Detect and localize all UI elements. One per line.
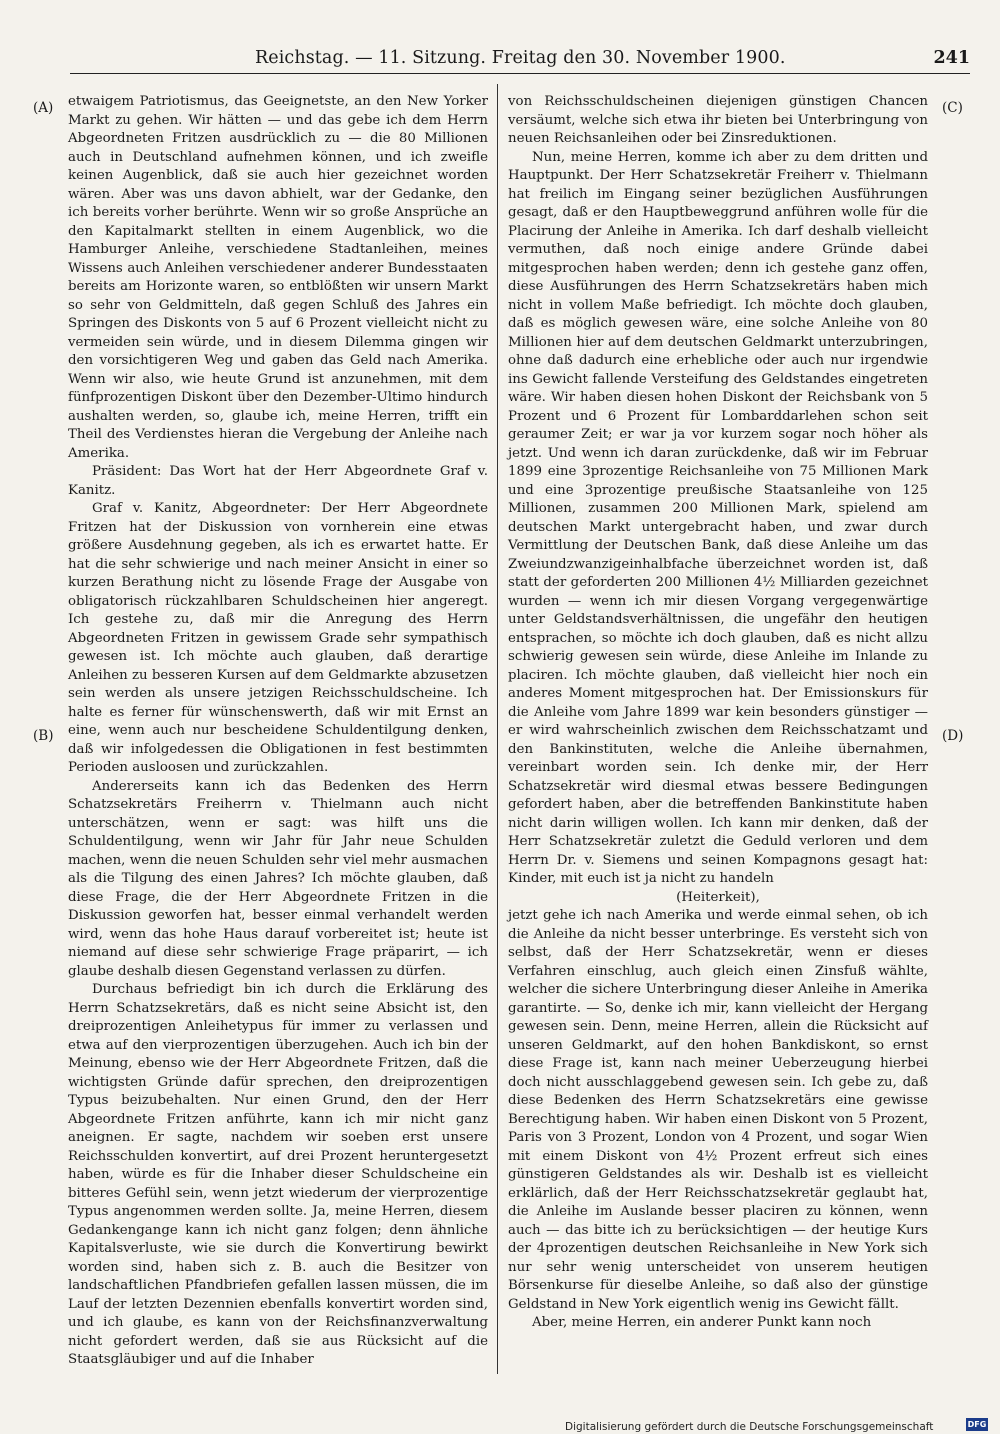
digitization-credit: Digitalisierung gefördert durch die Deutsche Forschungsgemeinschaft — [565, 1421, 934, 1433]
header-rule — [70, 73, 970, 74]
left-column-paragraph: Graf v. Kanitz, Abgeordneter: Der Herr Abgeordnete Fritzen hat der Diskussion von vornherein eine etwas größere Ausdehnung gegeben, als ich es erwartet hatte. Er hat die sehr schwierige und nach meiner Ansicht in einer so kurzen Berathung nicht zu lösende Frage der Ausgabe von obligatorisch rückzahlbaren Schuldscheinen hier angeregt. Ich gestehe zu, daß mir die Anregung des Herrn Abgeordneten Fritzen in gewissem Grade sehr sympathisch gewesen ist. Ich möchte auch glauben, daß derartige Anleihen zu besseren Kursen auf dem Geldmarkte abzusetzen sein werden als unsere jetzigen Reichsschuldscheine. Ich halte es ferner für wünschenswerth, daß wir mit Ernst an eine, wenn auch nur bescheidene Schuldentilgung denken, daß wir infolgedessen die Obligationen in fest bestimmten Perioden ausloosen und zurückzahlen. — [68, 501, 488, 775]
page-header — [70, 48, 970, 70]
right-column-paragraph: Nun, meine Herren, komme ich aber zu dem dritten und Hauptpunkt. Der Herr Schatzsekretär Freiherr v. Thielmann hat freilich im Eingang seiner bezüglichen Ausführungen gesagt, daß er den Hauptbeweggrund anführen wolle für die Placirung der Anleihe in Amerika. Ich darf deshalb vielleicht vermuthen, daß noch einige andere Gründe dabei mitgesprochen haben werden; denn ich gestehe ganz offen, diese Ausführungen des Herrn Schatzsekretärs haben mich nicht in vollem Maße befriedigt. Ich möchte doch glauben, daß es möglich gewesen wäre, eine solche Anleihe von 80 Millionen hier auf dem deutschen Geldmarkt unterzubringen, ohne daß dadurch eine erhebliche oder auch nur irgendwie ins Gewicht fallende Versteifung des Geldstandes eingetreten wäre. Wir haben diesen hohen Diskont der Reichsbank von 5 Prozent und 6 Prozent für Lombarddarlehen schon seit geraumer Zeit; er war ja vor kurzem sogar noch höher als jetzt. Und wenn ich daran zurückdenke, daß wir im Februar 1899 eine 3prozentige Reichsanleihe von 75 Millionen Mark und eine 3prozentige preußische Staatsanleihe von 125 Millionen, zusammen 200 Millionen Mark, spielend am deutschen Markt untergebracht haben, und zwar durch Vermittlung der Deutschen Bank, daß diese Anleihe um das Zweiundzwanzigeinhalbfache überzeichnet worden ist, daß statt der geforderten 200 Millionen 4½ Milliarden gezeichnet wurden — wenn ich mir diesen Vorgang vergegenwärtige unter Geldstandsverhältnissen, die ungefähr den heutigen entsprachen, so möchte ich doch glauben, daß es nicht allzu schwierig gewesen sein würde, diese Anleihe im Inlande zu placiren. Ich möchte glauben, daß vielleicht hier noch ein anderes Moment mitgesprochen hat. Der Emissionskurs für die Anleihe vom Jahre 1899 war kein besonders günstiger — er wird wahrscheinlich zwischen dem Reichsschatzamt und den Bankinstituten, welche die Anleihe übernahmen, vereinbart worden sein. Ich denke mir, der Herr Schatzsekretär wird diesmal etwas bessere Bedingungen gefordert haben, aber die betreffenden Bankinstitute haben nicht darin willigen wollen. Ich kann mir denken, daß der Herr Schatzsekretär zuletzt die Geduld verloren und dem Herrn Dr. v. Siemens und seinen Kompagnons gesagt hat: Kinder, mit euch ist ja nicht zu handeln — [508, 149, 928, 886]
left-column-paragraph: Andererseits kann ich das Bedenken des Herrn Schatzsekretärs Freiherrn v. Thielmann auch nicht unterschätzen, wenn er sagt: was hilft uns die Schuldentilgung, wenn wir Jahr für Jahr neue Schulden machen, wenn die neuen Schulden sehr viel mehr ausmachen als die Tilgung des einen Jahres? Ich möchte glauben, daß diese Frage, die der Herr Abgeordnete Fritzen in die Diskussion geworfen hat, besser einmal verhandelt werden wird, wenn das hohe Haus darauf vorbereitet ist; heute ist niemand auf diese sehr schwierige Frage präparirt, — ich glaube deshalb diesen Gegenstand verlassen zu dürfen. — [68, 778, 488, 979]
right-column-paragraph: (Heiterkeit), — [676, 889, 760, 905]
running-head: Reichstag. — 11. Sitzung. Freitag den 30. November 1900. — [255, 48, 786, 68]
column-divider — [497, 84, 498, 1374]
margin-letter-b: (B) — [33, 728, 54, 744]
page-number: 241 — [933, 48, 970, 68]
right-column-paragraph: jetzt gehe ich nach Amerika und werde einmal sehen, ob ich die Anleihe da nicht besser unterbringe. Es versteht sich von selbst, daß der Herr Schatzsekretär, wenn er dieses Verfahren einschlug, auch gleich einen Zinsfuß wählte, welcher die sichere Unterbringung dieser Anleihe in Amerika garantirte. — So, denke ich mir, kann vielleicht der Hergang gewesen sein. Denn, meine Herren, allein die Rücksicht auf unseren Geldmarkt, auf den hohen Bankdiskont, so ernst diese Frage ist, kann nach meiner Ueberzeugung hierbei doch nicht ausschlaggebend gewesen sein. Ich gebe zu, daß diese Bedenken des Herrn Schatzsekretärs eine gewisse Berechtigung haben. Wir haben einen Diskont von 5 Prozent, Paris von 3 Prozent, London von 4 Prozent, und sogar Wien mit einem Diskont von 4½ Prozent erfreut sich eines günstigeren Geldstandes als wir. Deshalb ist es vielleicht erklärlich, daß der Herr Reichsschatzsekretär geglaubt hat, die Anleihe im Auslande besser placiren zu können, wenn auch — das bitte ich zu berücksichtigen — der heutige Kurs der 4prozentigen deutschen Reichsanleihe in New York sich nur sehr wenig unterscheidet von unserem heutigen Börsenkurse für dieselbe Anleihe, so daß also der günstige Geldstand in New York eigentlich wenig ins Gewicht fällt. — [508, 908, 928, 1312]
margin-letter-a: (A) — [33, 100, 54, 116]
left-column-paragraph: Durchaus befriedigt bin ich durch die Erklärung des Herrn Schatzsekretärs, daß es nicht seine Absicht ist, den dreiprozentigen Anleihetypus für immer zu verlassen und etwa auf den vierprozentigen überzugehen. Auch ich bin der Meinung, ebenso wie der Herr Abgeordnete Fritzen, daß die wichtigsten Gründe dafür sprechen, den dreiprozentigen Typus beizubehalten. Nur einen Grund, den der Herr Abgeordnete Fritzen anführte, kann ich mir nicht ganz aneignen. Er sagte, nachdem wir soeben erst unsere Reichsschulden konvertirt, auf drei Prozent heruntergesetzt haben, würde es für die Inhaber dieser Schuldscheine ein bitteres Gefühl sein, wenn jetzt wiederum der vierprozentige Typus angenommen werden sollte. Ja, meine Herren, diesem Gedankengange kann ich nicht ganz folgen; denn ähnliche Kapitalsverluste, wie sie durch die Konvertirung bewirkt worden sind, haben sich z. B. auch die Besitzer von landschaftlichen Pfandbriefen gefallen lassen müssen, die im Lauf der letzten Dezennien ebenfalls konvertirt worden sind, und ich glaube, es kann von der Reichsfinanzverwaltung nicht gefordert werden, daß sie aus Rücksicht auf die Staatsgläubiger und auf die Inhaber — [68, 982, 488, 1367]
left-column — [68, 93, 488, 1370]
right-column — [508, 93, 928, 1333]
left-column-paragraph: etwaigem Patriotismus, das Geeignetste, an den New Yorker Markt zu gehen. Wir hätten — und das gebe ich dem Herrn Abgeordneten Fritzen ausdrücklich zu — die 80 Millionen auch in Deutschland aufnehmen können, und ich zweifle keinen Augenblick, daß sie auch hier gezeichnet worden wären. Aber was uns davon abhielt, war der Gedanke, den ich bereits vorher berührte. Wenn wir so große Ansprüche an den Kapitalmarkt stellten in einem Augenblick, wo die Hamburger Anleihe, verschiedene Stadtanleihen, meines Wissens auch Anleihen verschiedener anderer Bundesstaaten bereits am Horizonte waren, so entblößten wir unsern Markt so sehr von Geldmitteln, daß gegen Schluß des Jahres ein Springen des Diskonts von 5 auf 6 Prozent vielleicht nicht zu vermeiden sein würde, und in diesem Dilemma gingen wir den vorsichtigeren Weg und gaben das Geld nach Amerika. Wenn wir also, wie heute Grund ist anzunehmen, mit dem fünfprozentigen Diskont über den Dezember-Ultimo hindurch aushalten werden, so, glaube ich, meine Herren, trifft ein Theil des Verdienstes hieran die Vergebung der Anleihe nach Amerika. — [68, 94, 488, 461]
right-column-paragraph: von Reichsschuldscheinen diejenigen günstigen Chancen versäumt, welche sich etwa ihr bieten bei Unterbringung von neuen Reichsanleihen oder bei Zinsreduktionen. — [508, 94, 928, 146]
margin-letter-d: (D) — [942, 728, 964, 744]
margin-letter-c: (C) — [942, 100, 963, 116]
right-column-paragraph: Aber, meine Herren, ein anderer Punkt kann noch — [532, 1315, 872, 1330]
dfg-logo: DFG — [967, 1420, 987, 1429]
left-column-paragraph: Präsident: Das Wort hat der Herr Abgeordnete Graf v. Kanitz. — [68, 464, 488, 498]
